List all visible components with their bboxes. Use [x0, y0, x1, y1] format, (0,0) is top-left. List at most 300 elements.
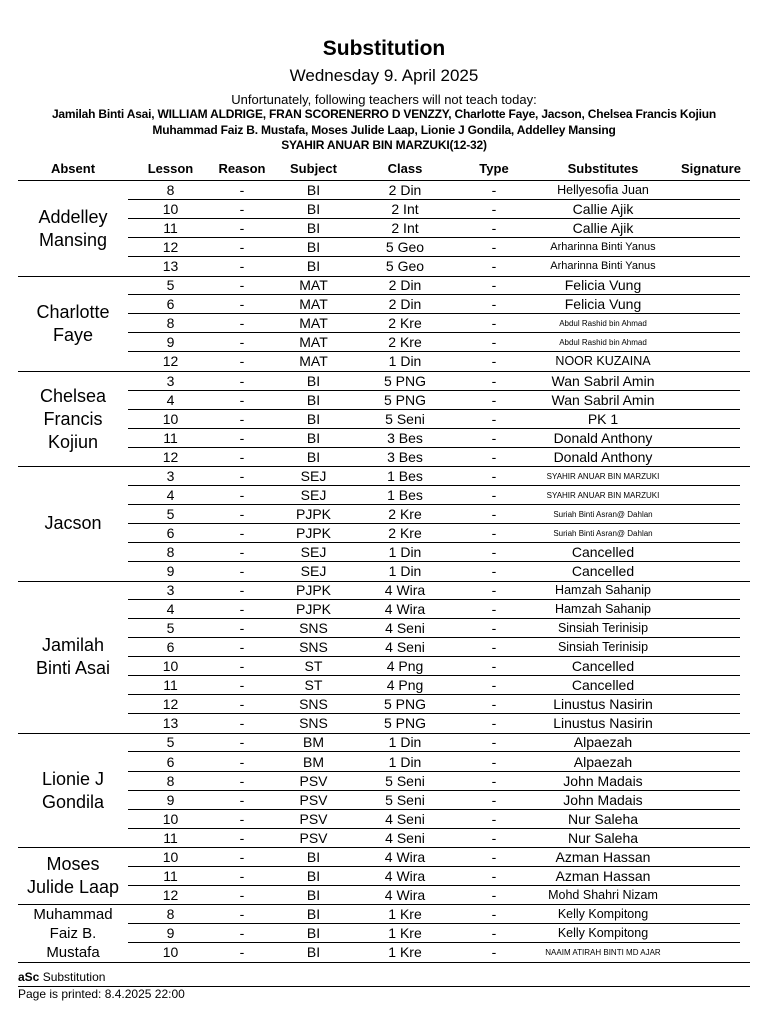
reason-cell: - — [239, 220, 245, 237]
lesson-cell: 10 — [162, 848, 179, 865]
type-cell: - — [491, 886, 497, 903]
lesson-cell: 10 — [162, 658, 179, 675]
type-cell: - — [491, 639, 497, 656]
subject-cell: SNS — [299, 715, 328, 732]
lesson-cell: 11 — [163, 677, 178, 694]
absent-teacher-name — [18, 206, 128, 252]
type-cell: - — [491, 448, 497, 465]
class-cell: 2 Int — [391, 220, 419, 237]
type-cell: - — [491, 753, 497, 770]
class-cell: 5 PNG — [383, 391, 426, 408]
type-cell: - — [491, 258, 497, 275]
subject-cell: PJPK — [295, 601, 331, 618]
lesson-cell: 12 — [162, 696, 179, 713]
reason-cell: - — [239, 944, 245, 960]
lesson-cell: 5 — [166, 734, 175, 751]
subject-cell: BI — [306, 448, 321, 465]
lesson-cell: 4 — [166, 601, 175, 618]
lesson-cell: 8 — [166, 772, 175, 789]
lesson-cell: 10 — [162, 810, 179, 827]
reason-cell: - — [239, 905, 245, 922]
substitute-cell: Alpaezah — [573, 753, 633, 770]
substitute-cell: Donald Anthony — [553, 448, 653, 465]
subject-cell: MAT — [299, 315, 328, 332]
substitute-cell: Cancelled — [571, 677, 635, 694]
type-cell: - — [491, 505, 497, 522]
reason-cell: - — [239, 353, 245, 370]
class-cell: 2 Din — [388, 182, 422, 198]
type-cell: - — [491, 486, 497, 503]
subject-cell: BM — [303, 734, 324, 751]
reason-cell: - — [239, 258, 245, 275]
lesson-cell: 11 — [163, 220, 178, 237]
reason-cell: - — [239, 867, 245, 884]
lesson-cell: 12 — [162, 886, 179, 903]
class-cell: 4 Wira — [384, 886, 426, 903]
absent-teacher-name — [18, 905, 128, 962]
class-cell: 5 PNG — [383, 696, 426, 713]
type-cell: - — [491, 924, 497, 941]
substitute-cell: Callie Ajik — [572, 220, 634, 237]
reason-cell: - — [239, 810, 245, 827]
subject-cell: PSV — [299, 772, 328, 789]
substitute-cell: Nur Saleha — [567, 810, 639, 827]
lesson-cell: 13 — [162, 258, 179, 275]
class-cell: 5 Seni — [385, 410, 425, 427]
absent-teacher-name — [18, 301, 128, 347]
table-row — [0, 543, 768, 562]
table-row — [0, 181, 768, 200]
subject-cell: BI — [306, 258, 321, 275]
reason-cell: - — [239, 277, 245, 294]
lesson-cell: 9 — [166, 791, 175, 808]
table-row — [0, 829, 768, 848]
table-row — [0, 562, 768, 581]
page-title: Substitution — [322, 37, 446, 60]
reason-cell: - — [239, 315, 245, 332]
absent-teachers-line: Muhammad Faiz B. Mustafa, Moses Julide Laap, Lionie J Gondila, Addelley Mansing — [152, 123, 616, 137]
lesson-cell: 4 — [166, 391, 175, 408]
substitute-cell: NOOR KUZAINA — [555, 354, 651, 369]
table-row — [0, 581, 768, 600]
substitute-cell: Callie Ajik — [572, 201, 634, 218]
type-cell: - — [491, 582, 497, 599]
type-cell: - — [491, 620, 497, 637]
substitute-cell: NAAIM ATIRAH BINTI MD AJAR — [545, 948, 661, 957]
subject-cell: SEJ — [300, 486, 327, 503]
type-cell: - — [491, 563, 497, 579]
lesson-cell: 5 — [166, 620, 175, 637]
substitute-cell: Nur Saleha — [567, 829, 639, 846]
type-cell: - — [491, 905, 497, 922]
type-cell: - — [491, 658, 497, 675]
reason-cell: - — [239, 924, 245, 941]
type-cell: - — [491, 467, 497, 484]
absent-teacher-name — [18, 385, 128, 454]
reason-cell: - — [239, 410, 245, 427]
footer-printed: Page is printed: 8.4.2025 22:00 — [18, 987, 185, 1001]
lesson-cell: 10 — [162, 944, 179, 960]
subject-cell: BI — [306, 182, 321, 198]
table-row — [0, 486, 768, 505]
absent-teacher-name-line: Julide Laap — [26, 877, 120, 898]
type-cell: - — [491, 391, 497, 408]
substitute-cell: Mohd Shahri Nizam — [548, 887, 658, 902]
absent-teacher-name-line: Binti Asai — [35, 658, 111, 679]
subject-cell: MAT — [299, 296, 328, 313]
reason-cell: - — [239, 182, 245, 198]
class-cell: 5 PNG — [383, 372, 426, 389]
class-cell: 2 Kre — [388, 334, 422, 351]
substitute-cell: Cancelled — [571, 543, 635, 560]
reason-cell: - — [239, 467, 245, 484]
class-cell: 4 Wira — [384, 848, 426, 865]
absent-teacher-name-line: Faye — [52, 324, 94, 345]
type-cell: - — [491, 353, 497, 370]
substitute-cell: Alpaezah — [573, 734, 633, 751]
class-cell: 1 Din — [388, 353, 422, 370]
footer-brand-logo: aSc — [18, 970, 40, 984]
type-cell: - — [491, 715, 497, 732]
lesson-cell: 9 — [166, 334, 175, 351]
subject-cell: SEJ — [300, 467, 327, 484]
type-cell: - — [491, 696, 497, 713]
subject-cell: SEJ — [300, 543, 327, 560]
absent-teacher-name-line: Mustafa — [46, 943, 100, 961]
class-cell: 4 Seni — [385, 829, 425, 846]
date-heading: Wednesday 9. April 2025 — [289, 66, 479, 85]
absent-teachers-line: SYAHIR ANUAR BIN MARZUKI(12-32) — [281, 138, 487, 152]
subject-cell: SEJ — [300, 563, 327, 579]
reason-cell: - — [239, 543, 245, 560]
lesson-cell: 11 — [163, 829, 178, 846]
reason-cell: - — [239, 772, 245, 789]
column-header-class: Class — [387, 161, 423, 176]
lesson-cell: 3 — [166, 467, 175, 484]
class-cell: 1 Bes — [387, 467, 423, 484]
subject-cell: PJPK — [295, 524, 331, 541]
substitute-cell: Hamzah Sahanip — [555, 583, 651, 598]
column-header-lesson: Lesson — [147, 161, 194, 176]
subject-cell: BI — [306, 239, 321, 256]
substitute-cell: Arharinna Binti Yanus — [550, 241, 656, 254]
class-cell: 4 Wira — [384, 601, 426, 618]
type-cell: - — [491, 543, 497, 560]
type-cell: - — [491, 372, 497, 389]
lesson-cell: 5 — [166, 277, 175, 294]
substitute-cell: John Madais — [563, 791, 643, 808]
column-header-signature: Signature — [681, 161, 741, 176]
class-cell: 5 Seni — [385, 791, 425, 808]
subject-cell: BI — [306, 848, 321, 865]
absent-teacher-name-line: Lionie J — [41, 768, 105, 789]
class-cell: 4 Wira — [384, 582, 426, 599]
reason-cell: - — [239, 715, 245, 732]
lesson-cell: 6 — [166, 296, 175, 313]
reason-cell: - — [239, 201, 245, 218]
subject-cell: PSV — [299, 791, 328, 808]
substitute-cell: Linustus Nasirin — [553, 715, 653, 732]
absent-teacher-name-line: Chelsea — [39, 385, 107, 406]
substitute-cell: Donald Anthony — [553, 429, 653, 446]
lesson-cell: 12 — [162, 239, 179, 256]
substitute-cell: Kelly Kompitong — [557, 906, 649, 921]
type-cell: - — [491, 944, 497, 960]
class-cell: 1 Bes — [387, 486, 423, 503]
subject-cell: SNS — [299, 620, 328, 637]
substitute-cell: Hellyesofia Juan — [557, 183, 649, 197]
subject-cell: PJPK — [295, 505, 331, 522]
substitute-cell: Hamzah Sahanip — [555, 602, 651, 617]
reason-cell: - — [239, 734, 245, 751]
reason-cell: - — [239, 829, 245, 846]
class-cell: 1 Din — [388, 734, 422, 751]
class-cell: 1 Din — [388, 543, 422, 560]
substitute-cell: Azman Hassan — [555, 867, 651, 884]
table-row — [0, 467, 768, 486]
class-cell: 2 Kre — [388, 315, 422, 332]
subject-cell: BI — [306, 867, 321, 884]
table-row — [0, 733, 768, 752]
lesson-cell: 13 — [162, 715, 179, 732]
reason-cell: - — [239, 639, 245, 656]
lesson-cell: 6 — [166, 639, 175, 656]
reason-cell: - — [239, 505, 245, 522]
lesson-cell: 8 — [166, 905, 175, 922]
column-header-absent: Absent — [50, 161, 96, 176]
substitute-cell: Sinsiah Terinisip — [557, 621, 649, 636]
reason-cell: - — [239, 753, 245, 770]
class-cell: 4 Seni — [385, 639, 425, 656]
absent-teacher-name-line: Addelley — [38, 206, 108, 227]
subject-cell: ST — [304, 677, 323, 694]
class-cell: 2 Din — [388, 277, 422, 294]
reason-cell: - — [239, 791, 245, 808]
lesson-cell: 9 — [166, 924, 175, 941]
substitute-cell: Felicia Vung — [564, 277, 642, 294]
absent-teacher-name-line: Gondila — [41, 791, 105, 812]
substitute-cell: SYAHIR ANUAR BIN MARZUKI — [546, 490, 660, 500]
type-cell: - — [491, 810, 497, 827]
class-cell: 1 Kre — [388, 944, 422, 960]
substitute-cell: Wan Sabril Amin — [551, 372, 655, 389]
reason-cell: - — [239, 334, 245, 351]
absent-teacher-name — [18, 634, 128, 680]
substitute-cell: Wan Sabril Amin — [551, 391, 655, 408]
substitute-cell: SYAHIR ANUAR BIN MARZUKI — [546, 471, 660, 481]
type-cell: - — [491, 334, 497, 351]
subject-cell: BI — [306, 944, 321, 960]
substitute-cell: Sinsiah Terinisip — [557, 640, 649, 655]
absent-teacher-name-line: Mansing — [38, 229, 108, 250]
lesson-cell: 10 — [162, 410, 179, 427]
table-row — [0, 695, 768, 714]
substitute-cell: John Madais — [563, 772, 643, 789]
substitute-cell: Abdul Rashid bin Ahmad — [559, 338, 647, 348]
absent-teacher-name-line: Kojiun — [47, 431, 99, 452]
lesson-cell: 12 — [162, 448, 179, 465]
reason-cell: - — [239, 582, 245, 599]
subject-cell: SNS — [299, 696, 328, 713]
absent-teacher-name-line: Jacson — [44, 513, 102, 534]
subject-cell: BI — [306, 391, 321, 408]
absent-teacher-name — [18, 768, 128, 814]
lesson-cell: 12 — [162, 353, 179, 370]
column-header-substitutes: Substitutes — [567, 161, 639, 176]
reason-cell: - — [239, 696, 245, 713]
type-cell: - — [491, 220, 497, 237]
reason-cell: - — [239, 486, 245, 503]
footer-brand — [18, 970, 105, 984]
class-cell: 1 Din — [388, 563, 422, 579]
type-cell: - — [491, 601, 497, 618]
substitute-cell: Linustus Nasirin — [553, 696, 653, 713]
type-cell: - — [491, 239, 497, 256]
lesson-cell: 8 — [166, 315, 175, 332]
substitute-cell: Suriah Binti Asran@ Dahlan — [553, 509, 653, 519]
type-cell: - — [491, 429, 497, 446]
subject-cell: PSV — [299, 829, 328, 846]
reason-cell: - — [239, 563, 245, 579]
type-cell: - — [491, 867, 497, 884]
class-cell: 1 Kre — [388, 924, 422, 941]
reason-cell: - — [239, 620, 245, 637]
substitute-cell: Cancelled — [571, 658, 635, 675]
type-cell: - — [491, 182, 497, 198]
substitute-cell: PK 1 — [587, 410, 619, 427]
class-cell: 1 Kre — [388, 905, 422, 922]
substitute-cell: Arharinna Binti Yanus — [550, 260, 656, 273]
type-cell: - — [491, 772, 497, 789]
class-cell: 4 Png — [386, 658, 424, 675]
reason-cell: - — [239, 296, 245, 313]
class-cell: 5 Geo — [385, 239, 425, 256]
subject-cell: BI — [306, 429, 321, 446]
class-cell: 5 Seni — [385, 772, 425, 789]
subject-cell: BI — [306, 220, 321, 237]
reason-cell: - — [239, 524, 245, 541]
reason-cell: - — [239, 372, 245, 389]
reason-cell: - — [239, 886, 245, 903]
class-cell: 5 Geo — [385, 258, 425, 275]
subject-cell: BI — [306, 372, 321, 389]
type-cell: - — [491, 296, 497, 313]
class-cell: 3 Bes — [387, 448, 423, 465]
lesson-cell: 10 — [162, 201, 179, 218]
absent-teacher-name-line: Faiz B. — [49, 924, 97, 942]
reason-cell: - — [239, 601, 245, 618]
lesson-cell: 8 — [166, 182, 175, 198]
absent-teacher-name-line: Charlotte — [36, 301, 110, 322]
column-header-subject: Subject — [290, 161, 337, 176]
substitute-cell: Felicia Vung — [564, 296, 642, 313]
subject-cell: SNS — [299, 639, 328, 656]
lesson-cell: 9 — [166, 563, 175, 579]
type-cell: - — [491, 791, 497, 808]
group-divider — [18, 962, 750, 963]
absent-teacher-name-line: Moses — [46, 854, 100, 875]
footer-product: Substitution — [42, 970, 106, 984]
column-header-type: Type — [479, 161, 509, 176]
lesson-cell: 3 — [166, 582, 175, 599]
table-row — [0, 714, 768, 733]
intro-text: Unfortunately, following teachers will not teach today: — [231, 92, 537, 107]
lesson-cell: 8 — [166, 543, 175, 560]
reason-cell: - — [239, 658, 245, 675]
reason-cell: - — [239, 848, 245, 865]
subject-cell: ST — [304, 658, 323, 675]
absent-teacher-name-line: Jamilah — [41, 635, 105, 656]
absent-teacher-name — [18, 853, 128, 899]
lesson-cell: 6 — [166, 524, 175, 541]
class-cell: 2 Int — [391, 201, 419, 218]
substitute-cell: Cancelled — [571, 563, 635, 579]
subject-cell: MAT — [299, 334, 328, 351]
class-cell: 5 PNG — [383, 715, 426, 732]
subject-cell: BI — [306, 201, 321, 218]
lesson-cell: 5 — [166, 505, 175, 522]
subject-cell: BI — [306, 924, 321, 941]
type-cell: - — [491, 677, 497, 694]
absent-teacher-name-line: Francis — [43, 408, 103, 429]
subject-cell: BI — [306, 410, 321, 427]
substitute-cell: Azman Hassan — [555, 848, 651, 865]
type-cell: - — [491, 848, 497, 865]
type-cell: - — [491, 315, 497, 332]
lesson-cell: 11 — [163, 867, 178, 884]
lesson-cell: 3 — [166, 372, 175, 389]
type-cell: - — [491, 410, 497, 427]
lesson-cell: 11 — [163, 429, 178, 446]
absent-teacher-name-line: Muhammad — [33, 905, 113, 923]
table-row — [0, 257, 768, 276]
class-cell: 4 Wira — [384, 867, 426, 884]
table-row — [0, 352, 768, 371]
subject-cell: PJPK — [295, 582, 331, 599]
column-header-reason: Reason — [218, 161, 266, 176]
type-cell: - — [491, 734, 497, 751]
type-cell: - — [491, 201, 497, 218]
class-cell: 3 Bes — [387, 429, 423, 446]
subject-cell: PSV — [299, 810, 328, 827]
lesson-cell: 6 — [166, 753, 175, 770]
type-cell: - — [491, 829, 497, 846]
reason-cell: - — [239, 448, 245, 465]
subject-cell: BM — [303, 753, 324, 770]
class-cell: 2 Kre — [388, 524, 422, 541]
reason-cell: - — [239, 677, 245, 694]
subject-cell: BI — [306, 905, 321, 922]
reason-cell: - — [239, 239, 245, 256]
subject-cell: MAT — [299, 277, 328, 294]
subject-cell: BI — [306, 886, 321, 903]
subject-cell: MAT — [299, 353, 328, 370]
absent-teachers-line: Jamilah Binti Asai, WILLIAM ALDRIGE, FRAN SCORENERRO D VENZZY, Charlotte Faye, Jacson, Chelsea Francis Kojiun — [51, 107, 717, 121]
reason-cell: - — [239, 391, 245, 408]
reason-cell: - — [239, 429, 245, 446]
substitute-cell: Suriah Binti Asran@ Dahlan — [553, 528, 653, 538]
type-cell: - — [491, 277, 497, 294]
table-row — [0, 276, 768, 295]
substitute-cell: Abdul Rashid bin Ahmad — [559, 319, 647, 329]
table-row — [0, 600, 768, 619]
lesson-cell: 4 — [166, 486, 175, 503]
class-cell: 4 Seni — [385, 620, 425, 637]
class-cell: 4 Png — [386, 677, 424, 694]
class-cell: 2 Din — [388, 296, 422, 313]
type-cell: - — [491, 524, 497, 541]
substitute-cell: Kelly Kompitong — [557, 925, 649, 940]
